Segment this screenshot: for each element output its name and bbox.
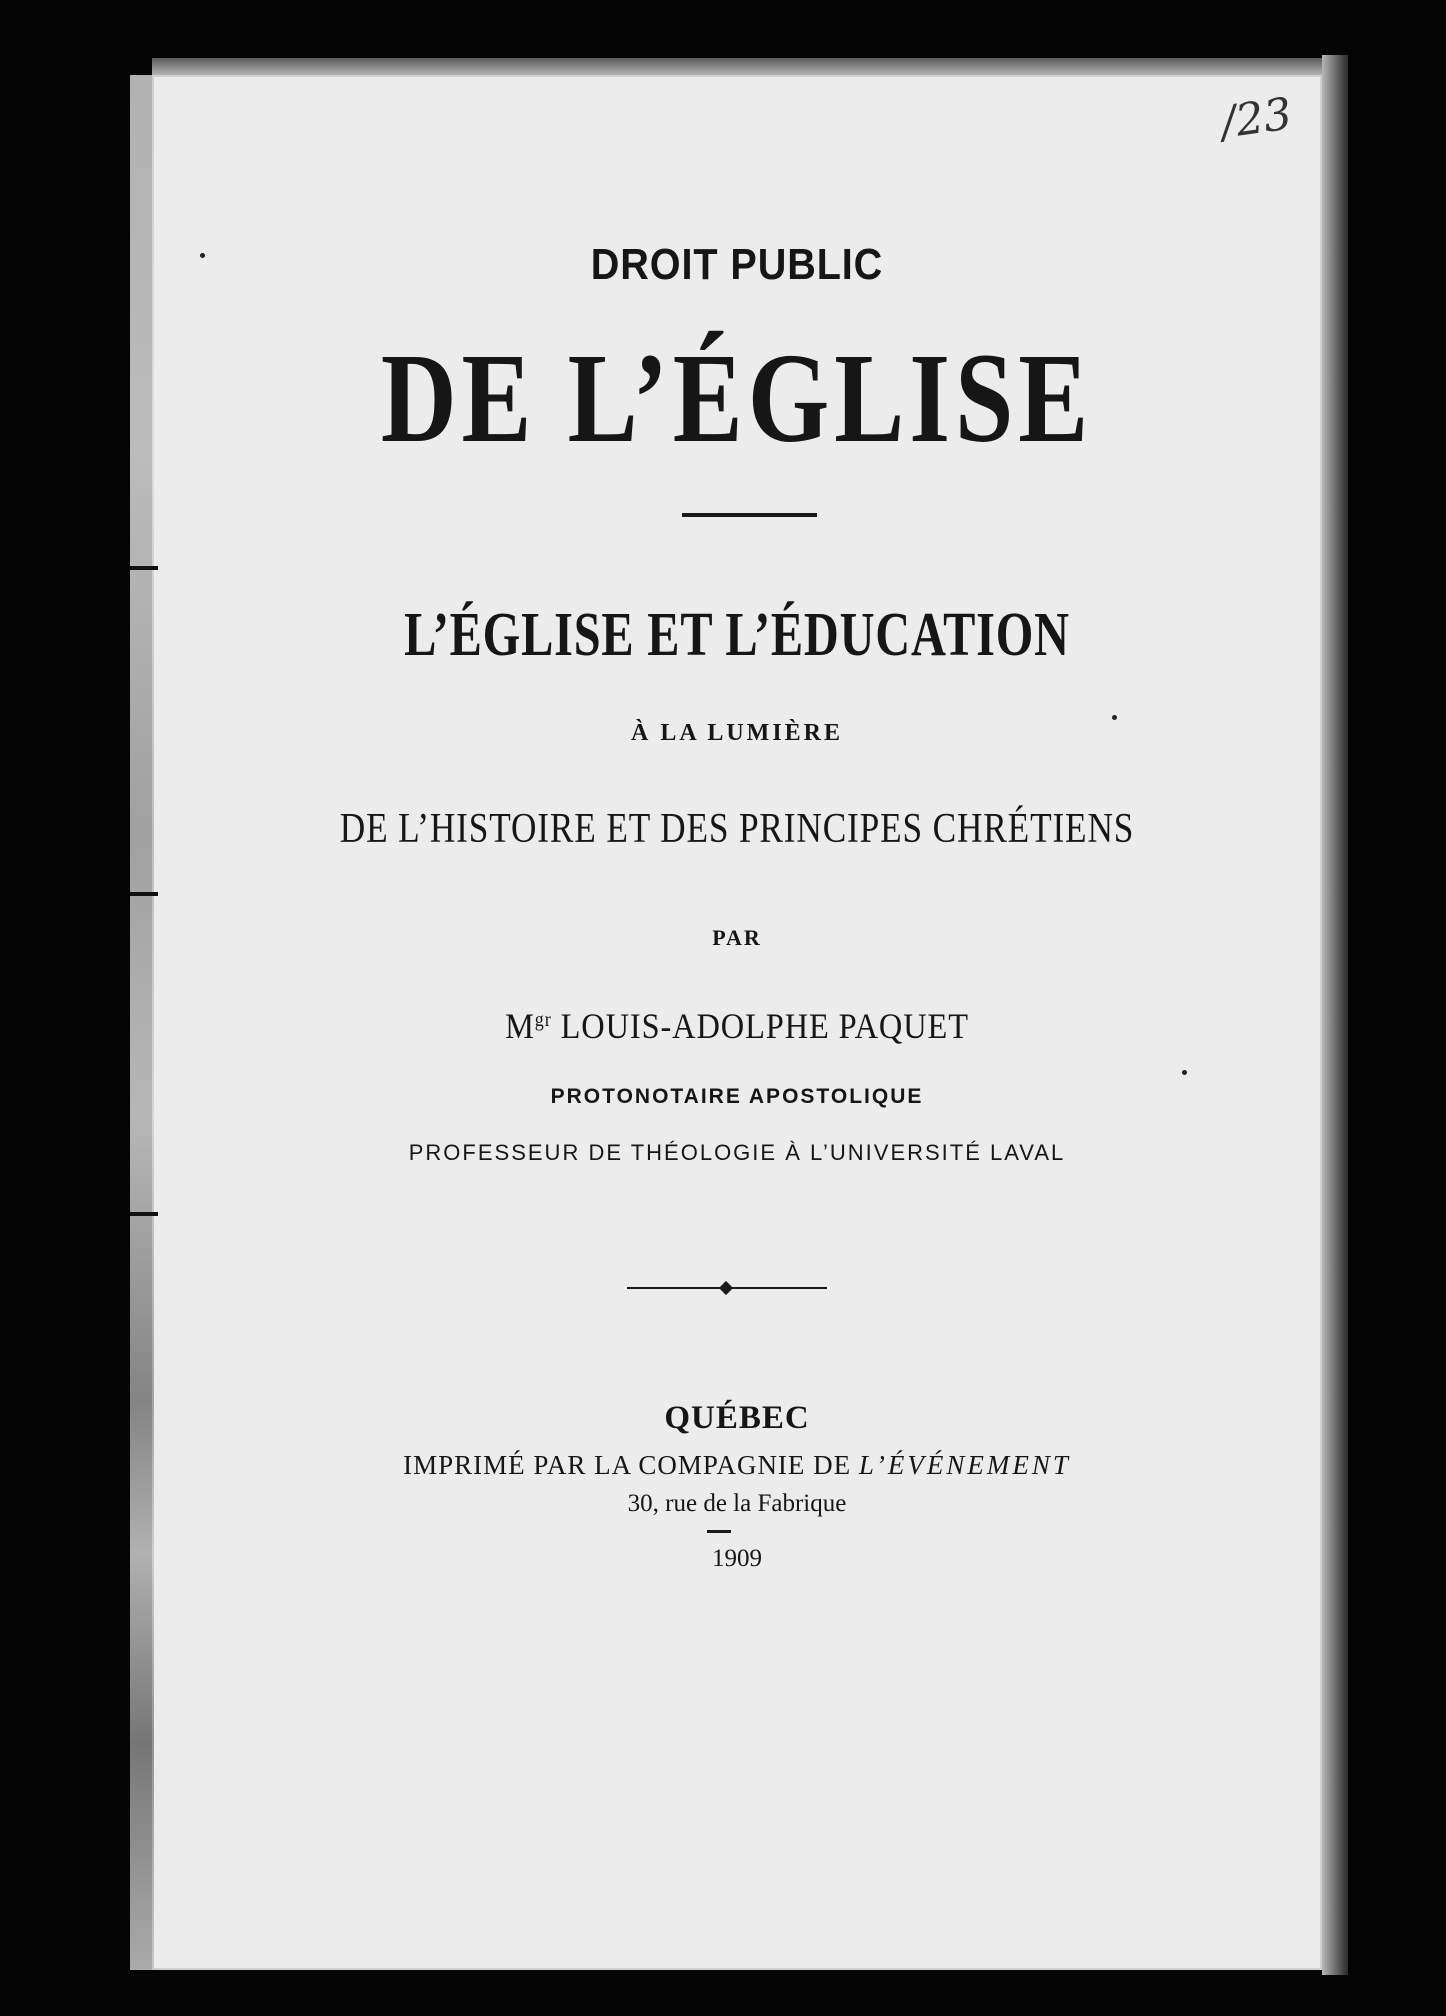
- printer-name: L’ÉVÉNEMENT: [858, 1450, 1071, 1480]
- by-label: PAR: [712, 925, 762, 950]
- author-title-2: PROFESSEUR DE THÉOLOGIE À L’UNIVERSITÉ LAVAL: [408, 1140, 1066, 1165]
- page-edge-mark: [130, 1212, 158, 1216]
- imprint-printer: [152, 1450, 1322, 1481]
- title-page: [152, 75, 1322, 1970]
- imprint-year: 1909: [712, 1545, 762, 1572]
- folio-number: /23: [1217, 88, 1296, 149]
- series-title: DROIT PUBLIC: [590, 240, 884, 289]
- page-edge-mark: [130, 892, 158, 896]
- imprint-city: QUÉBEC: [664, 1400, 810, 1436]
- author-line: [211, 1005, 1264, 1047]
- speck-mark: [200, 253, 205, 258]
- ornament-diamond: [719, 1281, 733, 1295]
- author-title-1: PROTONOTAIRE APOSTOLIQUE: [550, 1085, 924, 1108]
- author-prefix: M: [505, 1006, 535, 1046]
- ornament-divider: [627, 1282, 827, 1294]
- speck-mark: [1182, 1070, 1187, 1075]
- page-edge-mark: [130, 566, 158, 570]
- imprint-dash: [707, 1530, 731, 1533]
- book-cover-edge: [1322, 55, 1348, 1975]
- speck-mark: [1112, 715, 1117, 720]
- author-prefix-sup: gr: [534, 1009, 552, 1031]
- title-page-content: [152, 75, 1322, 1970]
- author-name: LOUIS-ADOLPHE PAQUET: [560, 1006, 969, 1046]
- title-rule: [682, 513, 817, 517]
- subtitle: L’ÉGLISE ET L’ÉDUCATION: [404, 601, 1070, 669]
- main-title: DE L’ÉGLISE: [380, 327, 1094, 469]
- imprint-address: 30, rue de la Fabrique: [627, 1490, 847, 1517]
- subtitle-line-2: À LA LUMIÈRE: [630, 720, 844, 746]
- subtitle-line-3: DE L’HISTOIRE ET DES PRINCIPES CHRÉTIENS: [339, 806, 1135, 852]
- printer-prefix: IMPRIMÉ PAR LA COMPAGNIE DE: [403, 1450, 859, 1480]
